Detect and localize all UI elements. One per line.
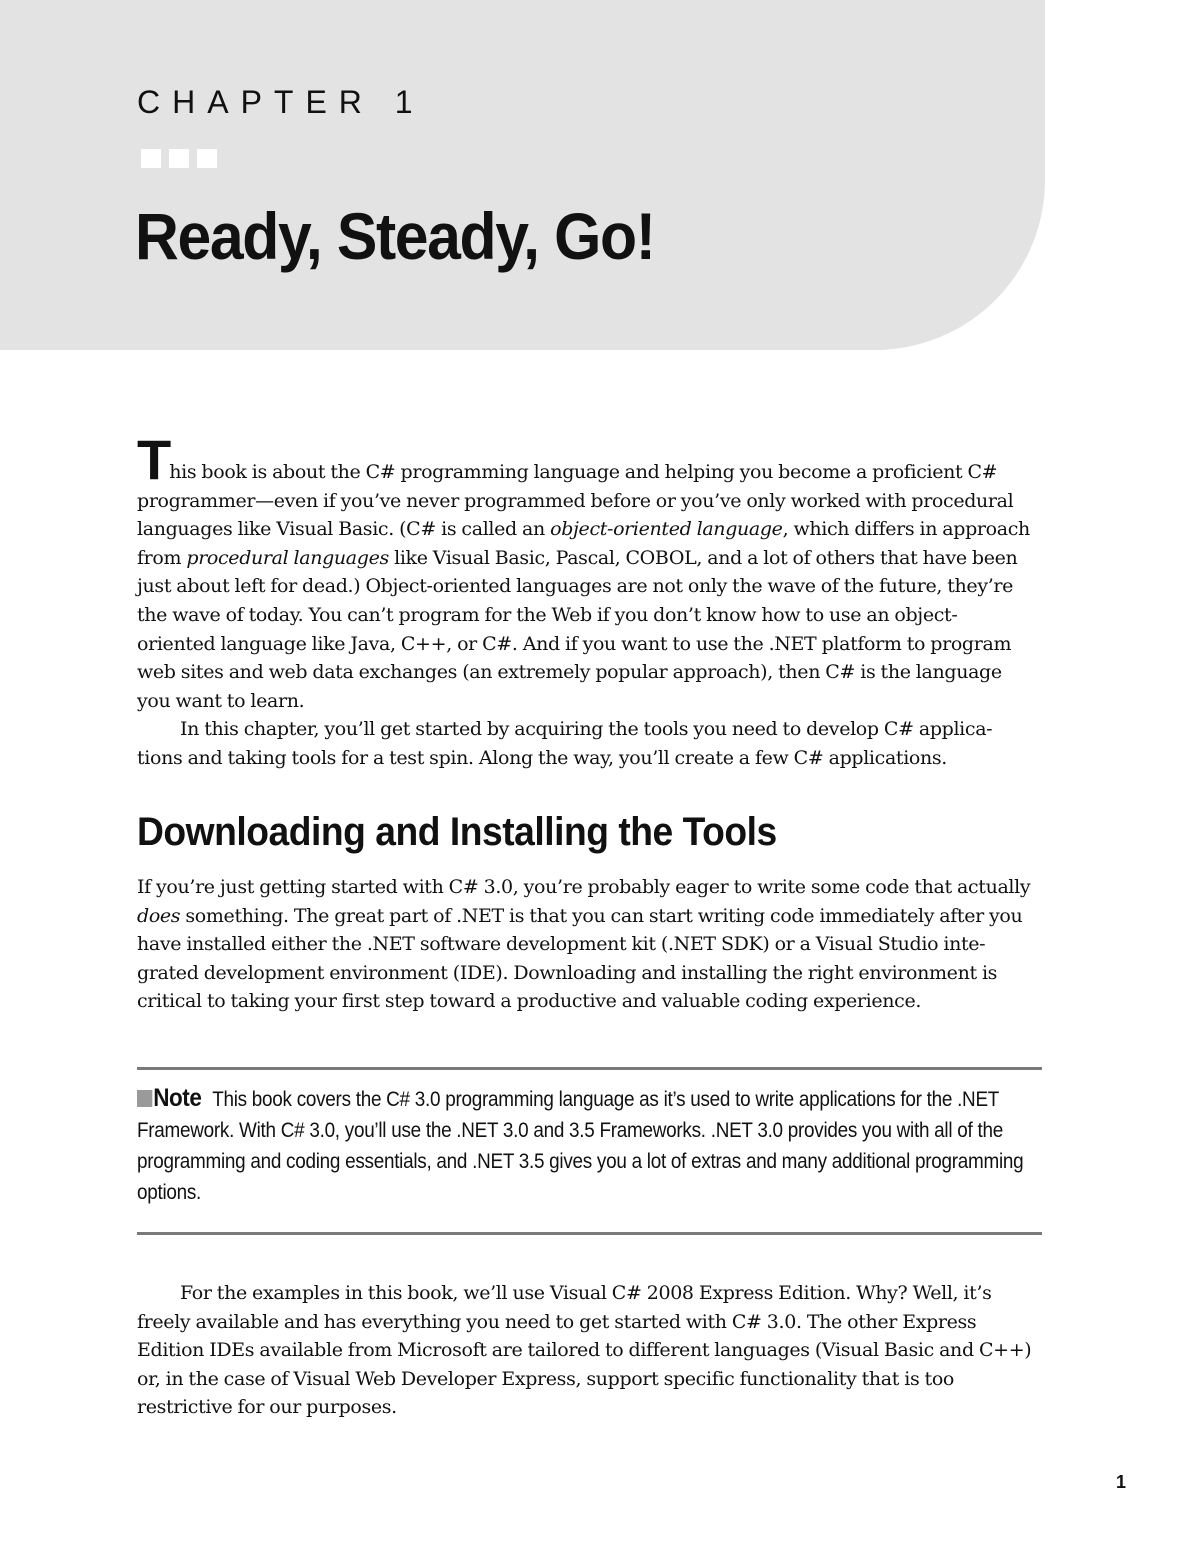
chapter-decoration-squares [141,149,217,168]
intro-paragraph [137,428,1042,773]
text-line: If you’re just getting started with C# 3.0, you’re probably eager to write some code that actually [137,876,1031,898]
emphasis-term: object-oriented language [550,518,783,541]
note-bottom-rule [137,1232,1042,1235]
text-line: web sites and web data exchanges (an extremely popular approach), then C# is the language [137,661,1002,684]
decoration-square [197,149,217,168]
text-line: programmer—even if you’ve never programmed before or you’ve only worked with procedural [137,489,1014,512]
note-label: Note [153,1084,202,1112]
text-line: Edition IDEs available from Microsoft are tailored to different languages (Visual Basic and C++) [137,1339,1032,1362]
text-line: restrictive for our purposes. [137,1396,397,1419]
decoration-square [141,149,161,168]
text-line: just about left for dead.) Object-oriented languages are not only the wave of the future, they’re [137,575,1014,598]
text-line: tions and taking tools for a test spin. Along the way, you’ll create a few C# applications. [137,746,948,769]
note-block [137,1083,1042,1208]
text-line: from procedural languages like Visual Basic, Pascal, COBOL, and a lot of others that have been [137,546,1018,569]
emphasis-term: does [137,904,181,927]
text-line: languages like Visual Basic. (C# is called an object-oriented language, which differs in approach [137,518,1030,541]
note-line: options. [137,1181,202,1204]
note-marker-icon [137,1090,152,1107]
section-paragraph [137,873,1042,1016]
text-line: freely available and has everything you need to get started with C# 3.0. The other Express [137,1310,977,1333]
note-top-rule [137,1067,1042,1070]
text-line: grated development environment (IDE). Downloading and installing the right environment is [137,961,998,984]
text-line: you want to learn. [137,689,305,712]
chapter-header-panel [0,0,1045,350]
section-heading: Downloading and Installing the Tools [137,810,777,854]
page-number: 1 [1116,1472,1127,1492]
text-line: the wave of today. You can’t program for the Web if you don’t know how to use an object- [137,603,958,626]
chapter-title: Ready, Steady, Go! [135,199,655,273]
chapter-label: CHAPTER 1 [137,84,425,120]
text-line: In this chapter, you’ll get started by acquiring the tools you need to develop C# applica- [180,718,993,741]
decoration-square [169,149,189,168]
text-line: have installed either the .NET software development kit (.NET SDK) or a Visual Studio inte- [137,933,986,956]
closing-paragraph [137,1279,1042,1422]
text-line: For the examples in this book, we’ll use Visual C# 2008 Express Edition. Why? Well, it’s [180,1282,992,1304]
note-line: programming and coding essentials, and .NET 3.5 gives you a lot of extras and many additional programming [137,1150,1024,1173]
text-line: oriented language like Java, C++, or C#. And if you want to use the .NET platform to program [137,632,1012,655]
note-line: Note This book covers the C# 3.0 programming language as it’s used to write applications for the .NET [137,1083,952,1115]
note-line: Framework. With C# 3.0, you’ll use the .NET 3.0 and 3.5 Frameworks. .NET 3.0 provides you with all of the [137,1119,1003,1142]
emphasis-term: procedural languages [186,546,389,569]
text-line: This book is about the C# programming language and helping you become a proficient C# [137,428,998,491]
drop-cap: T [137,428,170,491]
text-line: or, in the case of Visual Web Developer Express, support specific functionality that is too [137,1367,955,1390]
text-line: does something. The great part of .NET is that you can start writing code immediately after you [137,904,1023,927]
text-line: critical to taking your first step toward a productive and valuable coding experience. [137,990,922,1013]
